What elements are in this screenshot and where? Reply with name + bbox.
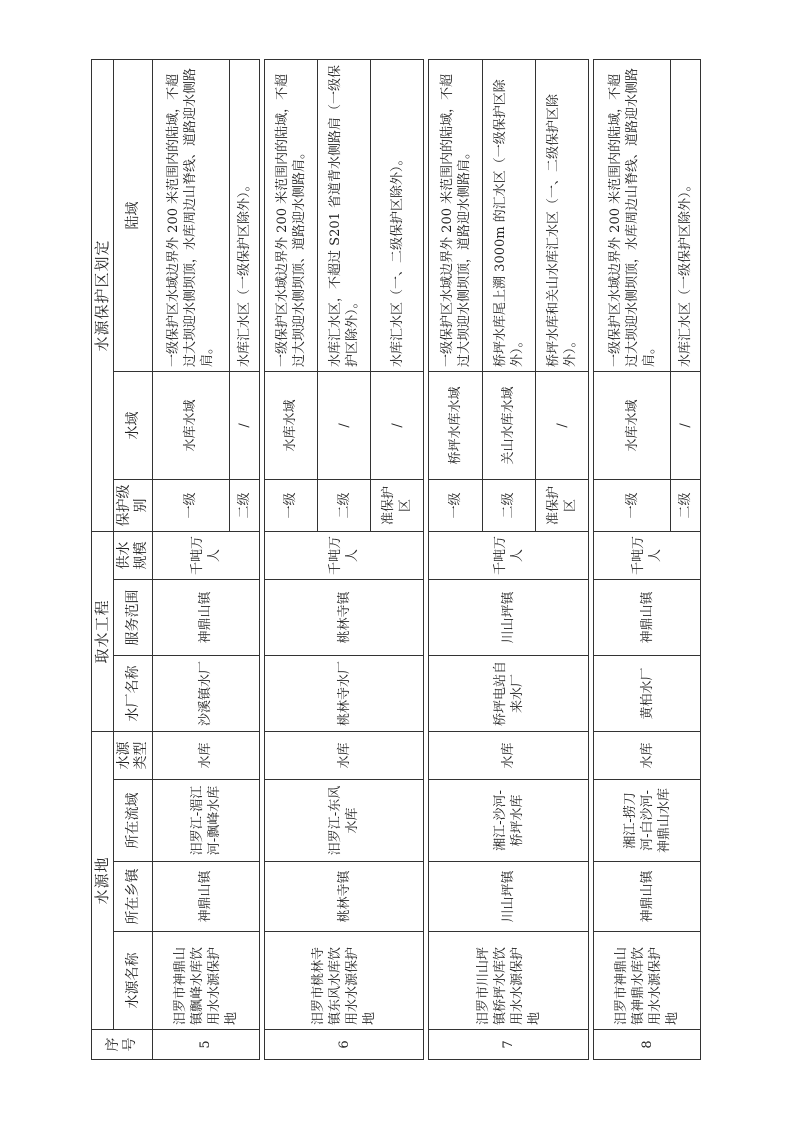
- cell-type: 水库: [594, 731, 701, 779]
- header-name: 水源名称: [114, 932, 153, 1030]
- cell-water-area: /: [536, 371, 589, 479]
- cell-township: 川山坪镇: [429, 862, 589, 932]
- cell-scale: 千吨万人: [429, 531, 589, 579]
- cell-basin: 湘江-沙河-桥坪水库: [429, 780, 589, 862]
- header-service: 服务范围: [114, 579, 153, 655]
- cell-service: 神鼎山镇: [153, 579, 260, 655]
- header-protection-group: 水源保护区划定: [92, 59, 114, 531]
- cell-plant: 沙溪镇水厂: [153, 655, 260, 731]
- cell-basin: 湘江-捞刀河-白沙河-神鼎山水库: [594, 780, 701, 862]
- cell-land-area: 水库汇水区（一级保护区除外）。: [229, 59, 259, 371]
- cell-seq: 6: [264, 1030, 424, 1060]
- header-land-area: 陆域: [114, 59, 153, 371]
- cell-water-area: /: [371, 371, 424, 479]
- header-basin: 所在流域: [114, 780, 153, 862]
- cell-level: 二级: [317, 479, 370, 531]
- cell-water-area: 水库水域: [153, 371, 230, 479]
- cell-type: 水库: [153, 731, 260, 779]
- cell-plant: 黄柏水厂: [594, 655, 701, 731]
- cell-water-area: /: [317, 371, 370, 479]
- cell-township: 桃林寺镇: [264, 862, 424, 932]
- header-seq: 序号: [92, 1030, 153, 1060]
- cell-level: 一级: [264, 479, 317, 531]
- cell-township: 神鼎山镇: [594, 862, 701, 932]
- water-source-protection-table: [91, 59, 701, 1060]
- cell-plant: 桥坪电站自来水厂: [429, 655, 589, 731]
- cell-plant: 桃林寺水厂: [264, 655, 424, 731]
- cell-land-area: 水库汇水区（一、二级保护区除外）。: [371, 59, 424, 371]
- table-row: [594, 59, 671, 1059]
- cell-scale: 千吨万人: [264, 531, 424, 579]
- cell-service: 神鼎山镇: [594, 579, 701, 655]
- cell-water-area: 关山水库水域: [482, 371, 535, 479]
- table-row: [429, 59, 482, 1059]
- cell-name: 汨罗市桃林寺镇东风水库饮用水水源保护地: [264, 932, 424, 1030]
- cell-water-area: /: [670, 371, 700, 479]
- cell-land-area: 一级保护区水域边界外 200 米范围内的陆域，不超过大坝迎水侧坝顶，水库周边山脊线、道路迎水侧路肩。: [153, 59, 230, 371]
- header-scale: 供水规模: [114, 531, 153, 579]
- table-row: [153, 59, 230, 1059]
- header-plant: 水厂名称: [114, 655, 153, 731]
- cell-level: 二级: [482, 479, 535, 531]
- cell-water-area: 桥坪水库水域: [429, 371, 482, 479]
- header-level: 保护级别: [114, 479, 153, 531]
- cell-land-area: 水库汇水区，不超过 S201 省道背水侧路肩（一级保护区除外）。: [317, 59, 370, 371]
- header-row-group: [92, 59, 114, 1059]
- header-township: 所在乡镇: [114, 862, 153, 932]
- cell-land-area: 一级保护区水域边界外 200 米范围内的陆域，不超过大坝迎水侧坝顶，水库周边山脊线、道路迎水侧路肩。: [594, 59, 671, 371]
- cell-water-area: /: [229, 371, 259, 479]
- cell-land-area: 桥坪水库和关山水库汇水区（一、二级保护区除外）。: [536, 59, 589, 371]
- cell-level: 一级: [429, 479, 482, 531]
- cell-level: 准保护区: [371, 479, 424, 531]
- cell-service: 桃林寺镇: [264, 579, 424, 655]
- cell-seq: 5: [153, 1030, 260, 1060]
- header-type: 水源类型: [114, 731, 153, 779]
- cell-name: 汨罗市神鼎山镇飘峰水库饮用水水源保护地: [153, 932, 260, 1030]
- cell-level: 一级: [594, 479, 671, 531]
- table-row: [264, 59, 317, 1059]
- cell-seq: 8: [594, 1030, 701, 1060]
- header-water-area: 水域: [114, 371, 153, 479]
- cell-scale: 千吨万人: [153, 531, 260, 579]
- cell-water-area: 水库水域: [264, 371, 317, 479]
- cell-basin: 汨罗江-湄江河-飘峰水库: [153, 780, 260, 862]
- cell-level: 二级: [229, 479, 259, 531]
- cell-scale: 千吨万人: [594, 531, 701, 579]
- cell-land-area: 水库汇水区（一级保护区除外）。: [670, 59, 700, 371]
- header-row-columns: [114, 59, 153, 1059]
- header-source-group: 水源地: [92, 731, 114, 1029]
- cell-township: 神鼎山镇: [153, 862, 260, 932]
- cell-service: 川山坪镇: [429, 579, 589, 655]
- cell-land-area: 一级保护区水域边界外 200 米范围内的陆域，不超过大坝迎水侧坝顶、道路迎水侧路肩。: [264, 59, 317, 371]
- cell-basin: 汨罗江-东风水库: [264, 780, 424, 862]
- cell-type: 水库: [264, 731, 424, 779]
- header-intake-group: 取水工程: [92, 531, 114, 731]
- cell-seq: 7: [429, 1030, 589, 1060]
- cell-name: 汨罗市神鼎山镇神鼎水库饮用水水源保护地: [594, 932, 701, 1030]
- cell-level: 准保护区: [536, 479, 589, 531]
- cell-land-area: 桥坪水库尾上溯 3000m 的汇水区（一级保护区除外）。: [482, 59, 535, 371]
- cell-type: 水库: [429, 731, 589, 779]
- rotated-page: [91, 60, 701, 1060]
- cell-name: 汨罗市川山坪镇桥坪水库饮用水水源保护地: [429, 932, 589, 1030]
- cell-level: 二级: [670, 479, 700, 531]
- cell-level: 一级: [153, 479, 230, 531]
- cell-water-area: 水库水域: [594, 371, 671, 479]
- cell-land-area: 一级保护区水域边界外 200 米范围内的陆域，不超过大坝迎水侧坝顶，道路迎水侧路肩。: [429, 59, 482, 371]
